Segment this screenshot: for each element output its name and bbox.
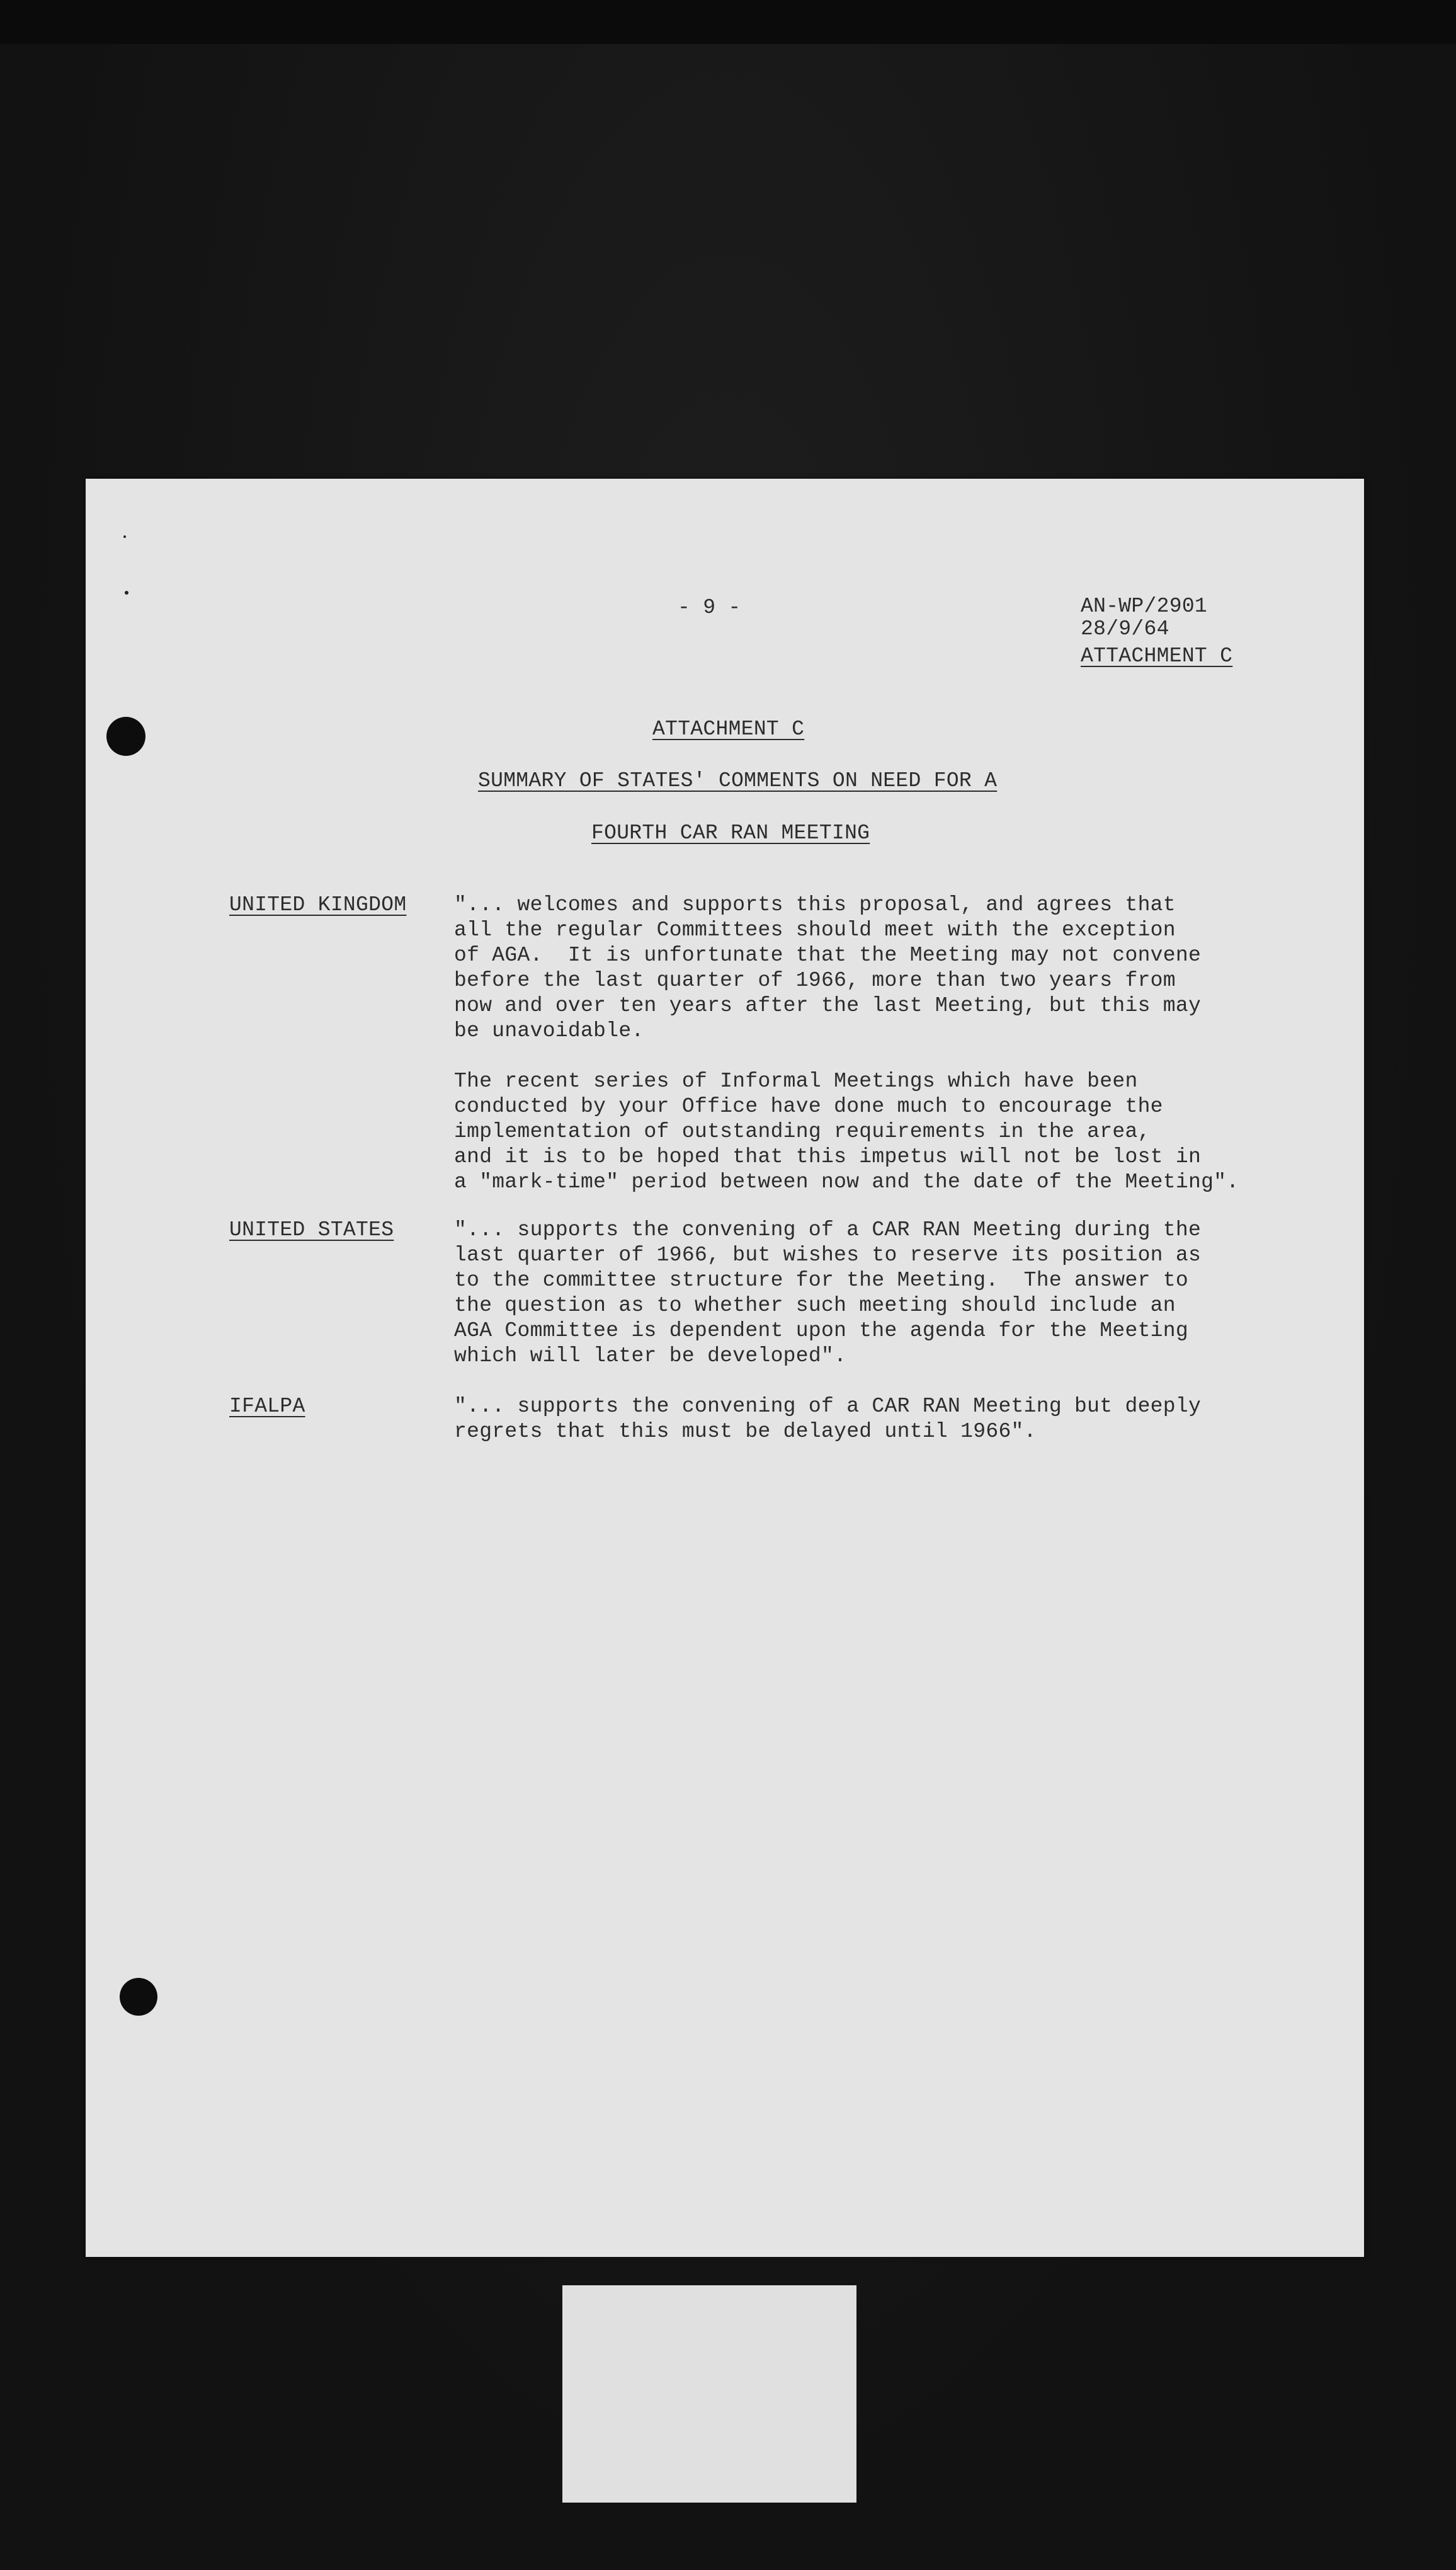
- entry-text-ifalpa: "... supports the convening of a CAR RAN Meeting but deeply regrets that this must be delayed until 1966".: [454, 1395, 1202, 1443]
- meeting-title: FOURTH CAR RAN MEETING: [591, 821, 870, 845]
- target-card: [562, 2285, 856, 2503]
- punch-hole: [106, 717, 145, 756]
- document-date: 28/9/64: [1081, 617, 1169, 641]
- entry-text-united-kingdom-1: "... welcomes and supports this proposal, and agrees that all the regular Committees should meet with the exception of AGA. It is unfortunate that the Meeting may not convene before the last quarter of 1966, more than two years from now and over ten years after the last Meeting, but this may be unavoidable.: [454, 893, 1202, 1042]
- attachment-reference: ATTACHMENT C: [1081, 644, 1233, 668]
- film-edge: [0, 0, 1456, 44]
- entry-text-united-kingdom-2: The recent series of Informal Meetings which have been conducted by your Office have done much to encourage the implementation of outstanding requirements in the area, and it is to be hoped that this impetus will not be lost in a "mark-time" period between now and the date of the Meeting".: [454, 1070, 1239, 1194]
- document-page: [86, 479, 1364, 2257]
- document-code: AN-WP/2901: [1081, 595, 1208, 618]
- entry-label-ifalpa: IFALPA: [229, 1395, 305, 1418]
- summary-title: SUMMARY OF STATES' COMMENTS ON NEED FOR A: [478, 769, 998, 792]
- paper-speck: [123, 535, 126, 538]
- page-number: - 9 -: [678, 596, 741, 619]
- punch-hole: [120, 1978, 157, 2016]
- attachment-title: ATTACHMENT C: [652, 717, 805, 741]
- entry-label-united-states: UNITED STATES: [229, 1218, 394, 1242]
- entry-label-united-kingdom: UNITED KINGDOM: [229, 893, 407, 917]
- entry-text-united-states: "... supports the convening of a CAR RAN Meeting during the last quarter of 1966, but wishes to reserve its position as to the committee structure for the Meeting. The answer to the question as to whether such meeting should include an AGA Committee is dependent upon the agenda for the Meeting which will later be developed".: [454, 1218, 1202, 1368]
- paper-speck: [125, 591, 128, 595]
